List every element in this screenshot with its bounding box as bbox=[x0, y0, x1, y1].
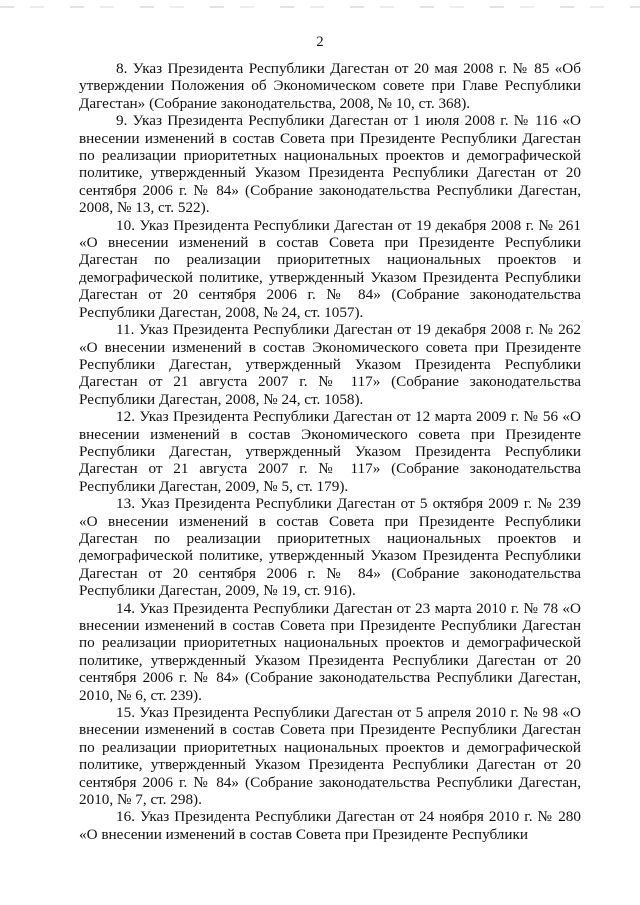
document-body bbox=[79, 60, 581, 843]
list-item: 9. Указ Президента Республики Дагестан от 1 июля 2008 г. № 116 «О внесении изменений в состав Совета при Президенте Республики Дагестан по реализации приоритетных национальных проектов и демографической политике, утвержденный Указом Президента Республики Дагестан от 20 сентября 2006 г. № 84» (Собрание законодательства Республики Дагестан, 2008, № 13, ст. 522). bbox=[79, 112, 581, 217]
list-item: 14. Указ Президента Республики Дагестан от 23 марта 2010 г. № 78 «О внесении изменений в состав Совета при Президенте Республики Дагестан по реализации приоритетных национальных проектов и демографической политике, утвержденный Указом Президента Республики Дагестан от 20 сентября 2006 г. № 84» (Собрание законодательства Республики Дагестан, 2010, № 6, ст. 239). bbox=[79, 599, 581, 704]
list-item: 15. Указ Президента Республики Дагестан от 5 апреля 2010 г. № 98 «О внесении изменений в состав Совета при Президенте Республики Дагестан по реализации приоритетных национальных проектов и демографической политике, утвержденный Указом Президента Республики Дагестан от 20 сентября 2006 г. № 84» (Собрание законодательства Республики Дагестан, 2010, № 7, ст. 298). bbox=[79, 704, 581, 809]
page-number: 2 bbox=[316, 34, 324, 50]
list-item: 11. Указ Президента Республики Дагестан от 19 декабря 2008 г. № 262 «О внесении изменений в состав Экономического совета при Президенте Республики Дагестан, утвержденный Указом Президента Республики Дагестан от 21 августа 2007 г. № 117» (Собрание законодательства Республики Дагестан, 2008, № 24, ст. 1058). bbox=[79, 321, 581, 408]
scan-edge-artifact bbox=[0, 6, 640, 8]
list-item: 16. Указ Президента Республики Дагестан от 24 ноября 2010 г. № 280 «О внесении изменений в состав Совета при Президенте Республики bbox=[79, 808, 581, 843]
list-item: 13. Указ Президента Республики Дагестан от 5 октября 2009 г. № 239 «О внесении изменений в состав Совета при Президенте Республики Дагестан по реализации приоритетных национальных проектов и демографической политике, утвержденный Указом Президента Республики Дагестан от 20 сентября 2006 г. № 84» (Собрание законодательства Республики Дагестан, 2009, № 19, ст. 916). bbox=[79, 495, 581, 600]
list-item: 10. Указ Президента Республики Дагестан от 19 декабря 2008 г. № 261 «О внесении изменений в состав Совета при Президенте Республики Дагестан по реализации приоритетных национальных проектов и демографической политике, утвержденный Указом Президента Республики Дагестан от 20 сентября 2006 г. № 84» (Собрание законодательства Республики Дагестан, 2008, № 24, ст. 1057). bbox=[79, 216, 581, 321]
list-item: 12. Указ Президента Республики Дагестан от 12 марта 2009 г. № 56 «О внесении изменений в состав Экономического совета при Президенте Республики Дагестан, утвержденный Указом Президента Республики Дагестан от 21 августа 2007 г. № 117» (Собрание законодательства Республики Дагестан, 2009, № 5, ст. 179). bbox=[79, 408, 581, 495]
list-item: 8. Указ Президента Республики Дагестан от 20 мая 2008 г. № 85 «Об утверждении Положения об Экономическом совете при Главе Республики Дагестан» (Собрание законодательства, 2008, № 10, ст. 368). bbox=[79, 60, 581, 112]
